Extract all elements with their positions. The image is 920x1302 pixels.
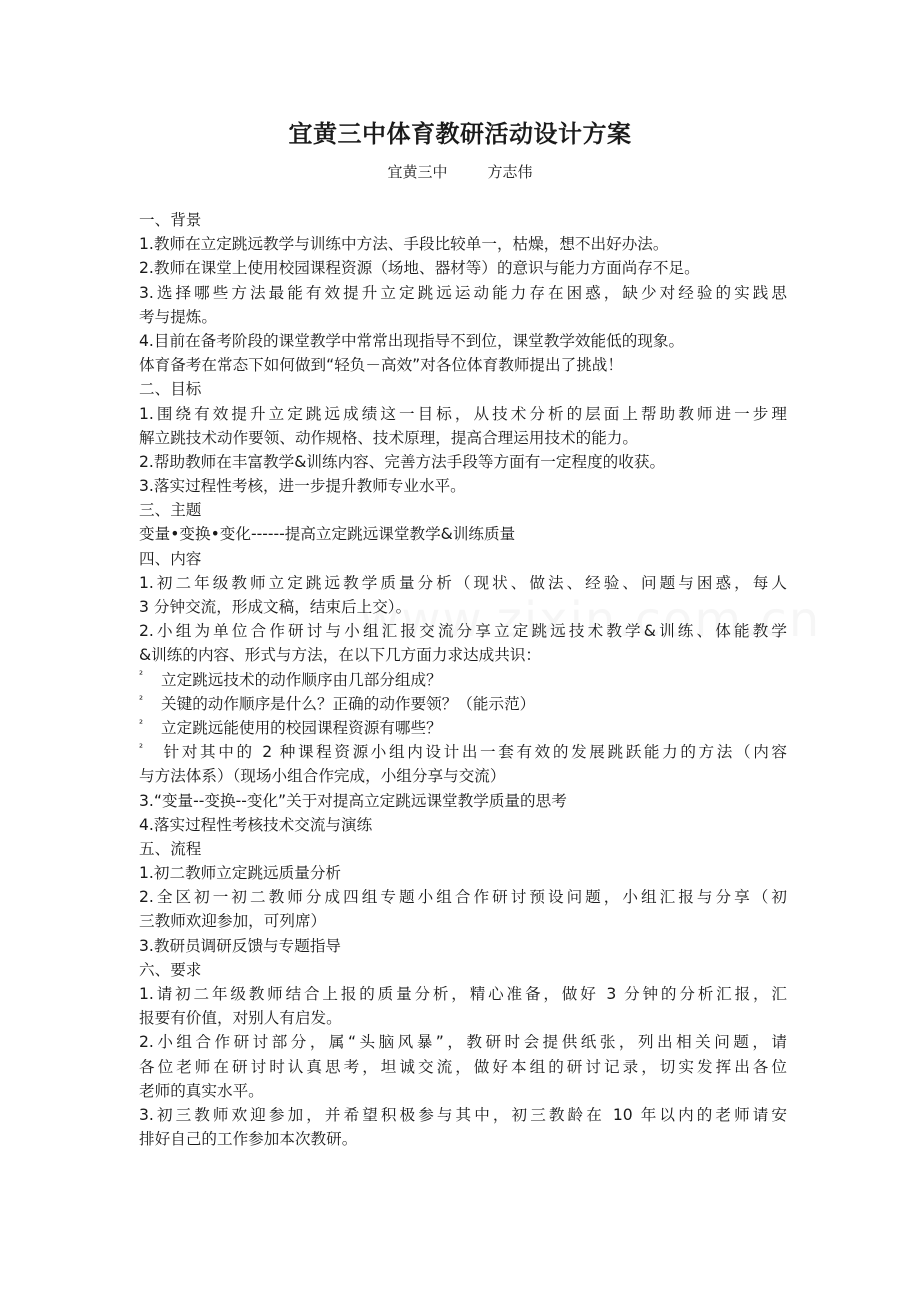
section-heading [139, 208, 787, 232]
line-text: 一、背景 [139, 211, 202, 229]
paragraph-line [139, 643, 787, 667]
paragraph-line [139, 256, 787, 280]
paragraph-line [139, 885, 787, 909]
line-text: 三、主题 [139, 501, 202, 520]
line-text: 针对其中的 2 种课程资源小组内设计出一套有效的发展跳跃能力的方法（内容 [161, 743, 787, 762]
paragraph-line [139, 861, 787, 885]
paragraph-line [139, 329, 787, 353]
line-text: 2.小组为单位合作研讨与小组汇报交流分享立定跳远技术教学&训练、体能教学 [139, 622, 787, 641]
document-body [139, 208, 787, 1151]
line-text: 4.目前在备考阶段的课堂教学中常常出现指导不到位，课堂教学效能低的现象。 [139, 331, 685, 350]
line-text: 3.初三教师欢迎参加，并希望积极参与其中，初三教龄在 10 年以内的老师请安 [139, 1105, 787, 1124]
paragraph-line [139, 522, 787, 546]
paragraph-line [139, 402, 787, 426]
paragraph-line [139, 305, 787, 329]
line-text: 二、目标 [139, 380, 202, 399]
line-text: 体育备考在常态下如何做到“轻负－高效”对各位体育教师提出了挑战！ [139, 356, 623, 375]
document-title: 宜黄三中体育教研活动设计方案 [288, 120, 632, 148]
line-text: 六、要求 [139, 960, 202, 979]
paragraph-line [139, 789, 787, 813]
line-text: 老师的真实水平。 [139, 1081, 264, 1100]
paragraph-line [139, 232, 787, 256]
paragraph-line [139, 1055, 787, 1079]
line-text: 1.初二年级教师立定跳远教学质量分析（现状、做法、经验、问题与困惑，每人 [139, 573, 787, 592]
line-text: 报要有价值，对别人有启发。 [139, 1009, 342, 1028]
line-text: 1.初二教师立定跳远质量分析 [139, 864, 342, 883]
paragraph-line [139, 764, 787, 788]
line-text: 3.教研员调研反馈与专题指导 [139, 936, 342, 955]
line-text: 3.“变量--变换--变化”关于对提高立定跳远课堂教学质量的思考 [139, 791, 567, 810]
bullet-item [139, 668, 787, 692]
line-text: &训练的内容、形式与方法，在以下几方面力求达成共识： [139, 646, 542, 665]
bullet-item [139, 740, 787, 764]
author-line [0, 160, 920, 184]
line-text: 解立跳技术动作要领、动作规格、技术原理，提高合理运用技术的能力。 [139, 428, 639, 447]
paragraph-line [139, 934, 787, 958]
paragraph-line [139, 474, 787, 498]
line-text: 3 分钟交流，形成文稿，结束后上交）。 [139, 598, 412, 616]
paragraph-line [139, 571, 787, 595]
paragraph-line [139, 1006, 787, 1030]
paragraph-line [139, 281, 787, 305]
line-text: 关键的动作顺序是什么？正确的动作要领？（能示范） [161, 694, 536, 713]
line-text: 三教师欢迎参加，可列席） [139, 912, 327, 931]
line-text: 五、流程 [139, 839, 202, 858]
section-heading [139, 837, 787, 861]
line-text: 3.落实过程性考核，进一步提升教师专业水平。 [139, 477, 466, 496]
paragraph-line [139, 813, 787, 837]
paragraph-line [139, 982, 787, 1006]
paragraph-line [139, 909, 787, 933]
line-text: 3.选择哪些方法最能有效提升立定跳远运动能力存在困惑，缺少对经验的实践思 [139, 283, 787, 302]
line-text: 1.教师在立定跳远教学与训练中方法、手段比较单一，枯燥，想不出好办法。 [139, 235, 669, 254]
paragraph-line [139, 426, 787, 450]
line-text: 变量•变换•变化------提高立定跳远课堂教学&训练质量 [139, 525, 516, 544]
line-text: 排好自己的工作参加本次教研。 [139, 1130, 358, 1149]
bullet-marker: ² [139, 670, 144, 682]
line-text: 立定跳远技术的动作顺序由几部分组成？ [161, 670, 442, 689]
line-text: 4.落实过程性考核技术交流与演练 [139, 815, 373, 834]
paragraph-line [139, 1079, 787, 1103]
bullet-marker: ² [139, 718, 144, 730]
section-heading [139, 547, 787, 571]
paragraph-line [139, 1127, 787, 1151]
line-text: 立定跳远能使用的校园课程资源有哪些？ [161, 718, 442, 737]
line-text: 四、内容 [139, 549, 202, 568]
line-text: 各位老师在研讨时认真思考，坦诚交流，做好本组的研讨记录，切实发挥出各位 [139, 1057, 787, 1076]
paragraph-line [139, 353, 787, 377]
section-heading [139, 958, 787, 982]
line-text: 2.全区初一初二教师分成四组专题小组合作研讨预设问题，小组汇报与分享（初 [139, 888, 787, 907]
bullet-marker: ² [139, 742, 144, 754]
section-heading [139, 377, 787, 401]
paragraph-line [139, 595, 787, 619]
author-name: 方志伟 [487, 163, 533, 181]
paragraph-line [139, 450, 787, 474]
school-name: 宜黄三中 [387, 163, 448, 181]
bullet-item [139, 716, 787, 740]
line-text: 2.帮助教师在丰富教学&训练内容、完善方法手段等方面有一定程度的收获。 [139, 452, 666, 471]
line-text: 2.教师在课堂上使用校园课程资源（场地、器材等）的意识与能力方面尚存不足。 [139, 259, 700, 278]
line-text: 1.请初二年级教师结合上报的质量分析，精心准备，做好 3 分钟的分析汇报，汇 [139, 985, 787, 1003]
section-heading [139, 498, 787, 522]
paragraph-line [139, 1103, 787, 1127]
line-text: 2.小组合作研讨部分，属“头脑风暴”，教研时会提供纸张，列出相关问题，请 [139, 1033, 787, 1052]
line-text: 与方法体系）（现场小组合作完成，小组分享与交流） [139, 767, 506, 786]
line-text: 1.围绕有效提升立定跳远成绩这一目标，从技术分析的层面上帮助教师进一步理 [139, 404, 787, 423]
line-text: 考与提炼。 [139, 307, 217, 326]
paragraph-line [139, 619, 787, 643]
paragraph-line [139, 1030, 787, 1054]
bullet-marker: ² [139, 694, 144, 706]
bullet-item [139, 692, 787, 716]
